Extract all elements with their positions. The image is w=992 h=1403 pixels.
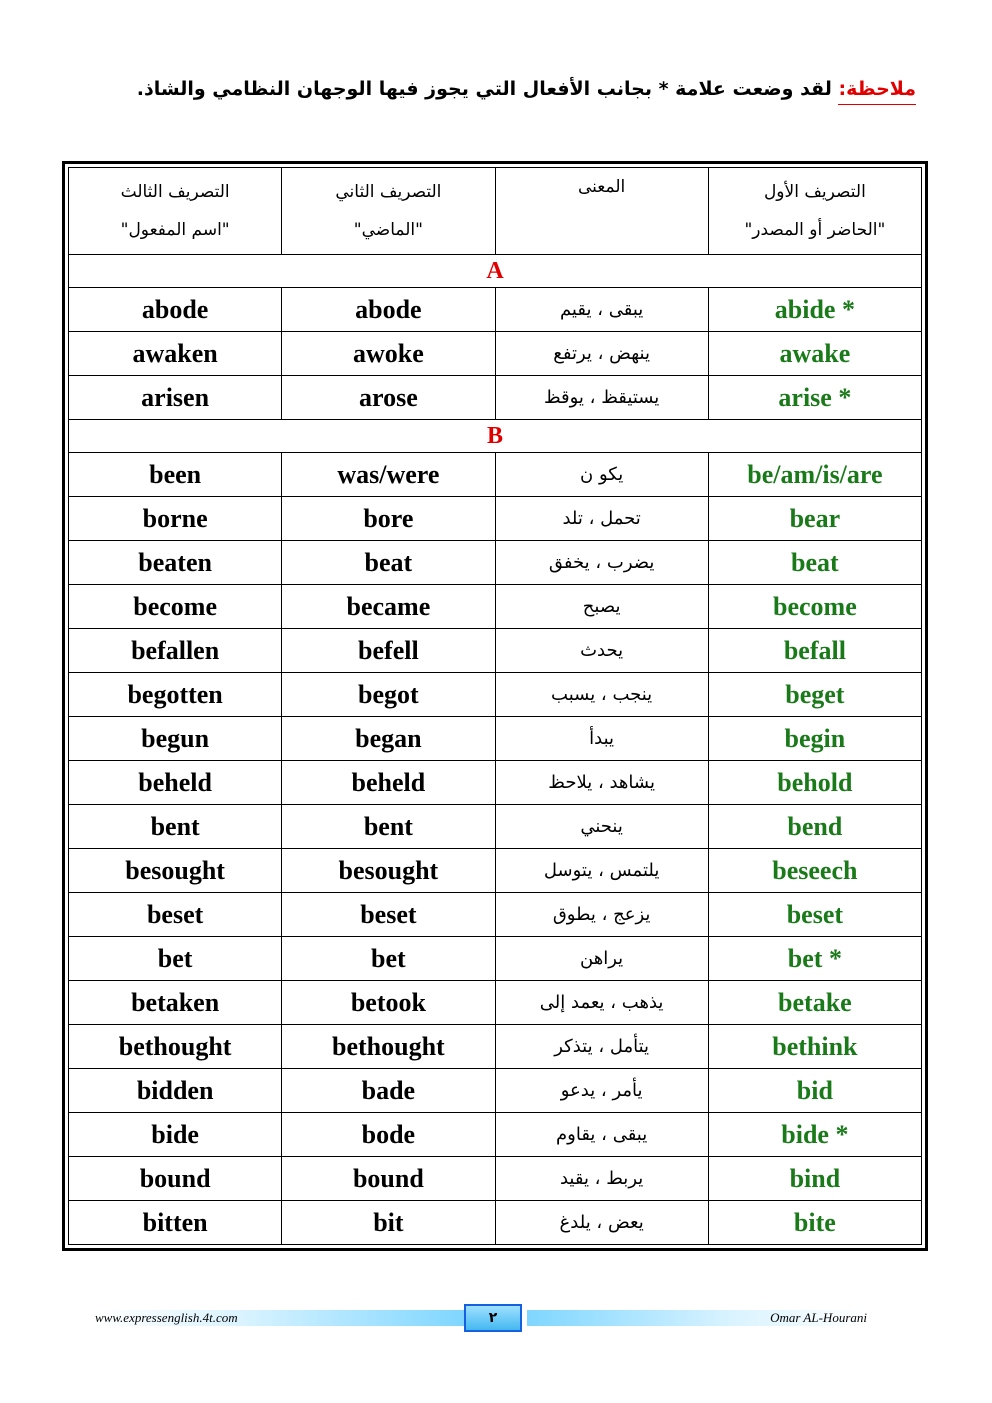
note-label: ملاحظة:	[838, 78, 916, 105]
header-meaning	[495, 168, 708, 255]
verb-base-form: arise *	[708, 376, 921, 420]
verb-base-form: be/am/is/are	[708, 453, 921, 497]
verb-past-participle: awaken	[69, 332, 282, 376]
note	[60, 78, 916, 100]
verb-meaning: يذهب ، يعمد إلى	[495, 981, 708, 1025]
verb-meaning: يربط ، يقيد	[495, 1157, 708, 1201]
verb-meaning: يتأمل ، يتذكر	[495, 1025, 708, 1069]
verb-base-form: begin	[708, 717, 921, 761]
header-row	[69, 168, 922, 255]
table-row	[69, 1069, 922, 1113]
verb-base-form: bid	[708, 1069, 921, 1113]
verb-past-form: arose	[282, 376, 495, 420]
header-v1-subtitle: "الحاضر أو المصدر"	[744, 220, 886, 240]
verb-base-form: betake	[708, 981, 921, 1025]
verb-past-form: bore	[282, 497, 495, 541]
verb-past-form: beset	[282, 893, 495, 937]
verb-past-participle: abode	[69, 288, 282, 332]
verb-meaning: يلتمس ، يتوسل	[495, 849, 708, 893]
verb-meaning: يكو ن	[495, 453, 708, 497]
table-row	[69, 1025, 922, 1069]
header-v3-subtitle: "اسم المفعول"	[120, 220, 230, 240]
verb-base-form: beseech	[708, 849, 921, 893]
verb-meaning: يحدث	[495, 629, 708, 673]
verb-meaning: ينجب ، يسبب	[495, 673, 708, 717]
table-row	[69, 981, 922, 1025]
verb-past-form: bet	[282, 937, 495, 981]
verb-meaning: يعض ، يلدغ	[495, 1201, 708, 1245]
verb-meaning: يراهن	[495, 937, 708, 981]
verb-past-participle: borne	[69, 497, 282, 541]
table-row	[69, 332, 922, 376]
header-v1-title: التصريف الأول	[763, 182, 866, 202]
table-row	[69, 288, 922, 332]
verb-meaning: يبدأ	[495, 717, 708, 761]
verb-base-form: beat	[708, 541, 921, 585]
verb-past-participle: begun	[69, 717, 282, 761]
verb-base-form: become	[708, 585, 921, 629]
verb-past-participle: been	[69, 453, 282, 497]
verb-base-form: abide *	[708, 288, 921, 332]
header-v2	[282, 168, 495, 255]
verb-base-form: bear	[708, 497, 921, 541]
verb-past-form: betook	[282, 981, 495, 1025]
verb-base-form: bind	[708, 1157, 921, 1201]
verb-base-form: bethink	[708, 1025, 921, 1069]
section-letter: A	[69, 255, 922, 288]
verb-past-participle: beheld	[69, 761, 282, 805]
verb-meaning: يبقى ، يقاوم	[495, 1113, 708, 1157]
header-v3-title: التصريف الثالث	[120, 182, 230, 202]
verb-past-participle: arisen	[69, 376, 282, 420]
verb-past-participle: beset	[69, 893, 282, 937]
verb-base-form: beset	[708, 893, 921, 937]
table-row	[69, 717, 922, 761]
verb-base-form: beget	[708, 673, 921, 717]
table-row	[69, 893, 922, 937]
table-row	[69, 1157, 922, 1201]
verb-past-form: besought	[282, 849, 495, 893]
verb-past-participle: bidden	[69, 1069, 282, 1113]
verb-past-form: bound	[282, 1157, 495, 1201]
footer-url: www.expressenglish.4t.com	[95, 1310, 238, 1325]
verbs-table-frame	[62, 161, 928, 1251]
footer-author: Omar AL-Hourani	[770, 1310, 867, 1325]
verb-meaning: يأمر ، يدعو	[495, 1069, 708, 1113]
table-row	[69, 849, 922, 893]
page-number: ٢	[464, 1304, 522, 1332]
verb-past-participle: bent	[69, 805, 282, 849]
verb-past-participle: bound	[69, 1157, 282, 1201]
verb-past-form: bent	[282, 805, 495, 849]
table-row	[69, 1201, 922, 1245]
table-row	[69, 761, 922, 805]
verb-base-form: bide *	[708, 1113, 921, 1157]
verb-past-form: became	[282, 585, 495, 629]
verb-past-participle: bethought	[69, 1025, 282, 1069]
verb-meaning: يضرب ، يخفق	[495, 541, 708, 585]
table-row	[69, 453, 922, 497]
verb-meaning: يشاهد ، يلاحظ	[495, 761, 708, 805]
verb-past-form: abode	[282, 288, 495, 332]
header-v2-title: التصريف الثاني	[335, 182, 442, 202]
verb-past-form: bode	[282, 1113, 495, 1157]
verb-base-form: behold	[708, 761, 921, 805]
verb-past-form: bit	[282, 1201, 495, 1245]
verb-meaning: ينهض ، يرتفع	[495, 332, 708, 376]
table-body	[69, 255, 922, 1245]
table-row	[69, 673, 922, 717]
verb-past-participle: befallen	[69, 629, 282, 673]
section-letter: B	[69, 420, 922, 453]
verb-past-form: bade	[282, 1069, 495, 1113]
verb-past-form: begot	[282, 673, 495, 717]
verb-past-participle: besought	[69, 849, 282, 893]
header-v1	[708, 168, 921, 255]
table-row	[69, 805, 922, 849]
table-row	[69, 585, 922, 629]
verb-meaning: يبقى ، يقيم	[495, 288, 708, 332]
verb-past-participle: begotten	[69, 673, 282, 717]
verb-base-form: bite	[708, 1201, 921, 1245]
table-row	[69, 497, 922, 541]
footer	[95, 1304, 867, 1334]
verb-past-form: bethought	[282, 1025, 495, 1069]
verb-meaning: ينحني	[495, 805, 708, 849]
verb-past-participle: bet	[69, 937, 282, 981]
table-row	[69, 629, 922, 673]
table-row	[69, 937, 922, 981]
verb-past-participle: become	[69, 585, 282, 629]
section-row	[69, 420, 922, 453]
header-meaning-title: المعنى	[578, 177, 626, 197]
verb-past-participle: betaken	[69, 981, 282, 1025]
verb-past-form: befell	[282, 629, 495, 673]
verb-base-form: bet *	[708, 937, 921, 981]
table-row	[69, 541, 922, 585]
irregular-verbs-table	[68, 167, 922, 1245]
verb-meaning: يصبح	[495, 585, 708, 629]
verb-meaning: يستيقظ ، يوقظ	[495, 376, 708, 420]
verb-base-form: bend	[708, 805, 921, 849]
verb-past-form: was/were	[282, 453, 495, 497]
note-text: لقد وضعت علامة * بجانب الأفعال التي يجوز فيها الوجهان النظامي والشاذ.	[136, 78, 839, 100]
verb-base-form: awake	[708, 332, 921, 376]
verb-past-form: awoke	[282, 332, 495, 376]
verb-past-participle: bitten	[69, 1201, 282, 1245]
header-v2-subtitle: "الماضي"	[353, 220, 423, 240]
verb-past-participle: beaten	[69, 541, 282, 585]
verb-past-form: beat	[282, 541, 495, 585]
table-row	[69, 1113, 922, 1157]
section-row	[69, 255, 922, 288]
header-v3	[69, 168, 282, 255]
table-row	[69, 376, 922, 420]
verb-past-form: beheld	[282, 761, 495, 805]
verb-base-form: befall	[708, 629, 921, 673]
verb-past-form: began	[282, 717, 495, 761]
verb-past-participle: bide	[69, 1113, 282, 1157]
verb-meaning: تحمل ، تلد	[495, 497, 708, 541]
verb-meaning: يزعج ، يطوق	[495, 893, 708, 937]
